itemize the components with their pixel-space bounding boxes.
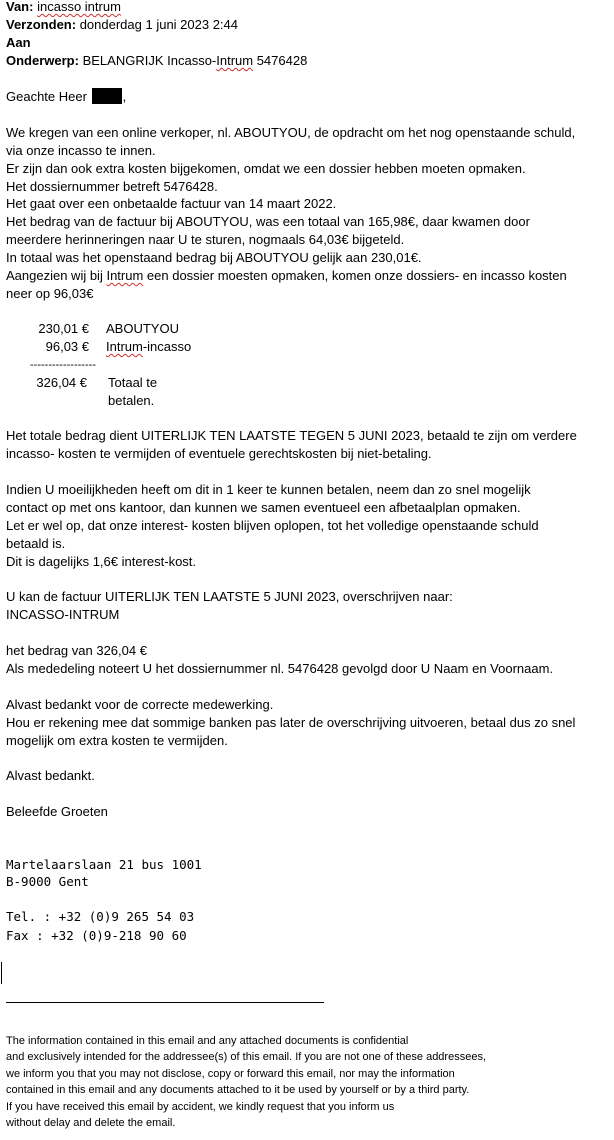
from-label: Van: (6, 0, 34, 14)
fax-line: Fax : +32 (0)9-218 90 60 (6, 928, 187, 943)
disclaimer-line: If you have received this email by accident, we kindly request that you inform us (6, 1101, 395, 1113)
total-label: betalen. (108, 393, 155, 408)
subject-value: BELANGRIJK Incasso-Intrum 5476428 (82, 53, 308, 68)
p3-line: Indien U moeilijkheden heeft om dit in 1 keer te kunnen betalen, neem dan zo snel mogelijk (6, 482, 531, 497)
signature-separator (6, 1002, 324, 1003)
p6-line: Hou er rekening mee dat sommige banken pas later de overschrijving uitvoeren, betaal dus zo snel (6, 715, 576, 730)
total-label: Totaal te (108, 375, 158, 390)
disclaimer-line: we inform you that you may not disclose, copy or forward this email, nor may the information (6, 1068, 455, 1080)
p3-line: betaald is. (6, 536, 66, 551)
tel-line: Tel. : +32 (0)9 265 54 03 (6, 909, 195, 924)
p6-line: Alvast bedankt voor de correcte medewerking. (6, 697, 274, 712)
table-divider: ------------------ (30, 359, 96, 371)
disclaimer-line: and exclusively intended for the addressee(s) of this email. If you are not one of these addressees, (6, 1051, 486, 1063)
p2-line: Het totale bedrag dient UITERLIJK TEN LAATSTE TEGEN 5 JUNI 2023, betaald te zijn om verdere (6, 428, 577, 443)
subject-label: Onderwerp: (6, 53, 79, 68)
total-amount: 326,04 € (36, 375, 87, 390)
p1-line: via onze incasso te innen. (6, 143, 156, 158)
p2-line: incasso- kosten te vermijden of eventuele gerechtskosten bij niet-betaling. (6, 446, 432, 461)
p5-line: het bedrag van 326,04 € (6, 643, 147, 658)
from-value[interactable]: incasso intrum (37, 0, 121, 14)
disclaimer-line: The information contained in this email and any attached documents is confidential (6, 1035, 409, 1047)
p1-line: In totaal was het openstaand bedrag bij ABOUTYOU gelijk aan 230,01€. (6, 250, 422, 265)
disclaimer-line: without delay and delete the email. (6, 1117, 176, 1129)
redacted-name (92, 88, 122, 104)
address-line-2: B-9000 Gent (6, 874, 89, 889)
row2-label: Intrum-incasso (106, 339, 192, 354)
p1-line: meerdere herinneringen naar U te sturen, nogmaals 64,03€ bijgeteld. (6, 232, 405, 247)
closing: Beleefde Groeten (6, 804, 108, 819)
greeting (6, 88, 126, 106)
p6-line: mogelijk om extra kosten te vermijden. (6, 733, 228, 748)
from-line (6, 0, 121, 16)
greeting-comma: , (122, 89, 127, 104)
p1-line: Er zijn dan ook extra kosten bijgekomen, omdat we een dossier hebben moeten opmaken. (6, 161, 526, 176)
p1-line: We kregen van een online verkoper, nl. ABOUTYOU, de opdracht om het nog openstaande schuld, (6, 125, 576, 140)
p3-line: contact op met ons kantoor, dan kunnen we samen eventueel een afbetaalplan opmaken. (6, 500, 521, 515)
text-cursor (1, 962, 2, 984)
p1-line: Het dossiernummer betreft 5476428. (6, 179, 218, 194)
row1-label: ABOUTYOU (106, 321, 179, 336)
p1-line: neer op 96,03€ (6, 286, 94, 301)
thanks: Alvast bedankt. (6, 768, 95, 783)
p4-line: INCASSO-INTRUM (6, 607, 120, 622)
row2-amount: 96,03 € (45, 339, 89, 354)
subject-line (6, 52, 307, 70)
to-label: Aan (6, 35, 31, 50)
p5-line: Als mededeling noteert U het dossiernummer nl. 5476428 gevolgd door U Naam en Voornaam. (6, 661, 554, 676)
row1-amount: 230,01 € (38, 321, 89, 336)
to-line (6, 34, 31, 52)
p3-line: Dit is dagelijks 1,6€ interest-kost. (6, 554, 197, 569)
disclaimer-line: contained in this email and any documents attached to it be used by yourself or by a third party. (6, 1084, 470, 1096)
greeting-text: Geachte Heer (6, 89, 87, 104)
sent-value: donderdag 1 juni 2023 2:44 (79, 17, 239, 32)
p4-line: U kan de factuur UITERLIJK TEN LAATSTE 5 JUNI 2023, overschrijven naar: (6, 589, 453, 604)
p3-line: Let er wel op, dat onze interest- kosten blijven oplopen, tot het volledige openstaande schuld (6, 518, 539, 533)
p1-line: Het bedrag van de factuur bij ABOUTYOU, was een totaal van 165,98€, daar kwamen door (6, 214, 530, 229)
sent-label: Verzonden: (6, 17, 77, 32)
p1-line: Het gaat over een onbetaalde factuur van 14 maart 2022. (6, 196, 337, 211)
address-line-1: Martelaarslaan 21 bus 1001 (6, 857, 202, 872)
p1-line: Aangezien wij bij Intrum een dossier moesten opmaken, komen onze dossiers- en incasso kosten (6, 268, 567, 283)
sent-line (6, 16, 238, 34)
